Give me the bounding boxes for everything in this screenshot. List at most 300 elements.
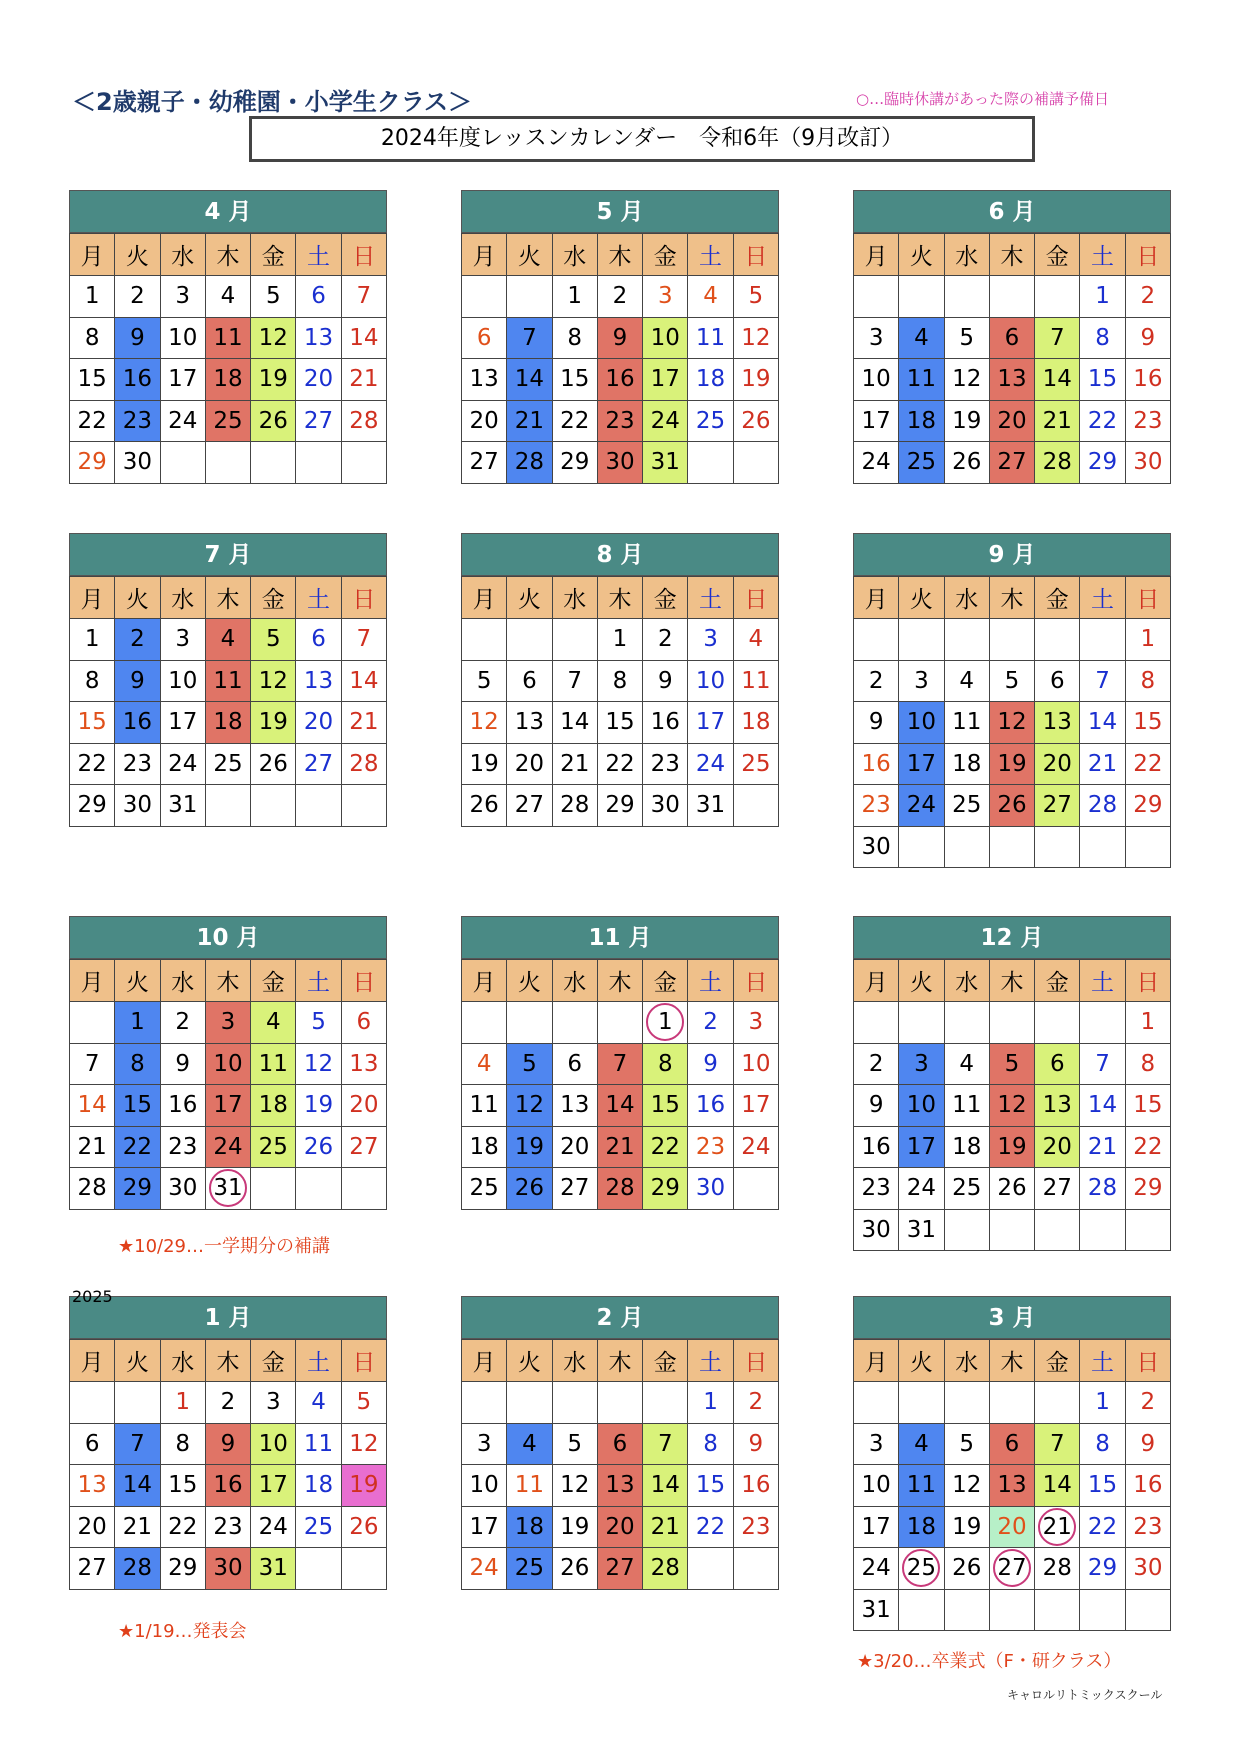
- week-row: [854, 1548, 1171, 1590]
- weekday-label: 金: [1035, 234, 1080, 276]
- day-number: 15: [695, 1472, 726, 1499]
- day-cell: [854, 1506, 899, 1548]
- weekday-label: 木: [205, 234, 250, 276]
- empty-cell: [341, 442, 386, 484]
- day-number: 11: [258, 1050, 288, 1077]
- day-cell: [552, 1423, 597, 1465]
- weekday-label: 水: [944, 234, 989, 276]
- day-cell: [854, 1168, 899, 1210]
- day-number: 17: [168, 709, 198, 736]
- day-cell: [70, 442, 115, 484]
- day-number: 12: [469, 709, 499, 736]
- day-cell: [688, 1423, 733, 1465]
- day-number: 2: [1140, 1389, 1156, 1416]
- day-number: 11: [469, 1092, 499, 1119]
- day-number: 25: [952, 1175, 982, 1202]
- day-cell: [854, 1209, 899, 1251]
- day-number: 2: [130, 283, 145, 310]
- week-row: [70, 276, 387, 318]
- day-number: 1: [1095, 1389, 1110, 1416]
- weekday-header-row: [854, 1340, 1171, 1382]
- day-number: 2: [612, 283, 628, 310]
- day-number: 28: [1087, 792, 1118, 819]
- day-number: 10: [861, 1472, 891, 1499]
- day-number: 24: [168, 407, 198, 434]
- day-number: 9: [868, 1092, 884, 1119]
- day-number: 7: [1049, 1430, 1065, 1457]
- day-cell: [854, 1589, 899, 1631]
- day-number: 8: [567, 324, 583, 351]
- day-cell: [552, 1465, 597, 1507]
- empty-cell: [944, 276, 989, 318]
- day-cell: [643, 660, 688, 702]
- day-cell: [251, 1043, 296, 1085]
- week-row: [462, 1506, 779, 1548]
- day-number: 13: [560, 1092, 590, 1119]
- day-number: 5: [522, 1050, 537, 1077]
- day-number: 23: [122, 750, 153, 777]
- day-cell: [1080, 359, 1125, 401]
- empty-cell: [944, 619, 989, 661]
- day-cell: [205, 660, 250, 702]
- week-row: [854, 442, 1171, 484]
- day-number: 23: [741, 1513, 771, 1540]
- weekday-label: 火: [115, 960, 160, 1002]
- weekday-label: 日: [341, 234, 386, 276]
- day-cell: [462, 785, 507, 827]
- day-cell: [597, 785, 642, 827]
- day-number: 23: [168, 1133, 198, 1160]
- weekday-label: 月: [462, 577, 507, 619]
- day-number: 22: [77, 750, 107, 777]
- day-cell: [296, 1382, 341, 1424]
- weekday-label: 土: [1080, 577, 1125, 619]
- day-number: 14: [1042, 1472, 1072, 1499]
- weekday-label: 土: [688, 960, 733, 1002]
- day-cell: [1080, 276, 1125, 318]
- day-cell: [1125, 317, 1170, 359]
- day-number: 13: [303, 324, 334, 351]
- week-row: [462, 1465, 779, 1507]
- day-cell: [597, 1506, 642, 1548]
- day-number: 18: [213, 366, 243, 393]
- day-cell: [688, 317, 733, 359]
- day-number: 10: [650, 324, 680, 351]
- day-cell: [597, 1126, 642, 1168]
- day-number: 30: [861, 833, 891, 860]
- weekday-label: 土: [1080, 960, 1125, 1002]
- day-number: 7: [522, 324, 537, 351]
- day-number: 29: [168, 1555, 198, 1582]
- month-title: 2 月: [461, 1296, 779, 1339]
- weekday-label: 水: [160, 960, 205, 1002]
- day-cell: [643, 276, 688, 318]
- day-number: 29: [650, 1175, 680, 1202]
- makeup-day-number: 31: [209, 1169, 247, 1207]
- day-number: 17: [695, 709, 726, 736]
- day-number: 21: [560, 750, 590, 777]
- weekday-label: 月: [854, 960, 899, 1002]
- day-cell: [341, 1043, 386, 1085]
- day-number: 30: [695, 1175, 726, 1202]
- day-number: 18: [258, 1092, 288, 1119]
- weekday-label: 日: [341, 960, 386, 1002]
- empty-cell: [115, 1382, 160, 1424]
- day-number: 10: [906, 709, 937, 736]
- weekday-label: 月: [462, 234, 507, 276]
- day-cell: [733, 317, 778, 359]
- day-number: 15: [1087, 1472, 1118, 1499]
- week-row: [462, 359, 779, 401]
- day-cell: [944, 442, 989, 484]
- day-number: 9: [703, 1050, 718, 1077]
- day-number: 17: [650, 366, 680, 393]
- day-cell: [296, 1423, 341, 1465]
- empty-cell: [341, 1168, 386, 1210]
- day-number: 14: [349, 667, 379, 694]
- empty-cell: [70, 1002, 115, 1044]
- day-number: 1: [84, 626, 100, 653]
- day-cell: [507, 1548, 552, 1590]
- day-cell: [1035, 317, 1080, 359]
- day-cell: [507, 1085, 552, 1127]
- day-number: 14: [1087, 709, 1118, 736]
- day-cell: [160, 619, 205, 661]
- day-cell: [899, 743, 944, 785]
- day-cell: [1035, 1506, 1080, 1548]
- day-number: 9: [612, 324, 628, 351]
- week-row: [70, 1043, 387, 1085]
- weekday-label: 金: [251, 577, 296, 619]
- day-number: 16: [122, 709, 153, 736]
- day-number: 7: [84, 1050, 100, 1077]
- day-number: 12: [952, 1472, 982, 1499]
- day-number: 16: [605, 366, 635, 393]
- empty-cell: [1080, 826, 1125, 868]
- empty-cell: [552, 1382, 597, 1424]
- day-cell: [160, 1465, 205, 1507]
- day-number: 8: [84, 324, 100, 351]
- day-cell: [160, 1168, 205, 1210]
- day-cell: [597, 660, 642, 702]
- day-number: 19: [469, 750, 499, 777]
- day-number: 25: [469, 1175, 499, 1202]
- day-cell: [854, 1043, 899, 1085]
- day-number: 1: [1140, 626, 1156, 653]
- empty-cell: [552, 619, 597, 661]
- day-cell: [899, 660, 944, 702]
- day-cell: [597, 359, 642, 401]
- empty-cell: [1125, 826, 1170, 868]
- day-cell: [1125, 702, 1170, 744]
- day-number: 13: [514, 709, 545, 736]
- day-number: 11: [695, 324, 726, 351]
- day-number: 25: [952, 792, 982, 819]
- empty-cell: [733, 442, 778, 484]
- day-number: 1: [175, 1389, 191, 1416]
- legend-note: ○…臨時休講があった際の補講予備日: [856, 90, 1109, 108]
- empty-cell: [507, 1002, 552, 1044]
- day-cell: [688, 400, 733, 442]
- day-number: 17: [258, 1472, 288, 1499]
- day-number: 3: [220, 1009, 236, 1036]
- day-cell: [597, 702, 642, 744]
- weekday-label: 木: [989, 960, 1034, 1002]
- day-cell: [1125, 1423, 1170, 1465]
- empty-cell: [507, 619, 552, 661]
- week-row: [854, 826, 1171, 868]
- day-cell: [115, 660, 160, 702]
- day-number: 23: [861, 1175, 891, 1202]
- day-cell: [160, 1548, 205, 1590]
- day-number: 27: [77, 1555, 107, 1582]
- day-number: 9: [868, 709, 884, 736]
- day-number: 8: [1140, 1050, 1156, 1077]
- day-number: 26: [469, 792, 499, 819]
- empty-cell: [251, 1168, 296, 1210]
- day-number: 19: [258, 709, 288, 736]
- day-number: 14: [77, 1092, 107, 1119]
- day-number: 15: [1133, 1092, 1163, 1119]
- day-number: 13: [303, 667, 334, 694]
- empty-cell: [597, 1382, 642, 1424]
- day-cell: [688, 359, 733, 401]
- day-number: 11: [514, 1472, 545, 1499]
- day-number: 4: [220, 283, 236, 310]
- empty-cell: [507, 1382, 552, 1424]
- day-cell: [1125, 743, 1170, 785]
- day-cell: [296, 1506, 341, 1548]
- day-cell: [733, 1043, 778, 1085]
- day-cell: [989, 1126, 1034, 1168]
- day-cell: [643, 1043, 688, 1085]
- day-number: 13: [997, 1472, 1027, 1499]
- month-table: [461, 1339, 779, 1590]
- day-cell: [688, 1465, 733, 1507]
- day-cell: [205, 743, 250, 785]
- day-cell: [462, 317, 507, 359]
- day-cell: [643, 1548, 688, 1590]
- week-row: [70, 785, 387, 827]
- day-cell: [597, 1465, 642, 1507]
- day-number: 12: [997, 709, 1027, 736]
- empty-cell: [251, 442, 296, 484]
- day-number: 9: [1140, 324, 1156, 351]
- day-number: 28: [349, 407, 379, 434]
- day-number: 24: [906, 792, 937, 819]
- week-row: [70, 1382, 387, 1424]
- weekday-label: 水: [552, 577, 597, 619]
- weekday-label: 金: [643, 960, 688, 1002]
- day-cell: [1080, 1126, 1125, 1168]
- day-number: 15: [77, 366, 107, 393]
- weekday-label: 水: [160, 234, 205, 276]
- day-cell: [115, 785, 160, 827]
- day-number: 27: [560, 1175, 590, 1202]
- day-cell: [552, 359, 597, 401]
- day-cell: [1080, 1382, 1125, 1424]
- day-cell: [688, 1382, 733, 1424]
- day-number: 10: [168, 324, 198, 351]
- day-number: 27: [997, 449, 1027, 476]
- empty-cell: [989, 619, 1034, 661]
- makeup-day-number: 1: [646, 1003, 684, 1041]
- day-cell: [70, 1465, 115, 1507]
- week-row: [462, 442, 779, 484]
- empty-cell: [1080, 1589, 1125, 1631]
- empty-cell: [205, 785, 250, 827]
- day-number: 30: [1133, 1555, 1163, 1582]
- day-cell: [205, 1465, 250, 1507]
- weekday-label: 木: [989, 1340, 1034, 1382]
- day-number: 9: [130, 667, 145, 694]
- day-cell: [1080, 1548, 1125, 1590]
- empty-cell: [733, 1548, 778, 1590]
- day-number: 22: [560, 407, 590, 434]
- day-number: 12: [349, 1430, 379, 1457]
- day-number: 5: [959, 324, 975, 351]
- day-cell: [70, 660, 115, 702]
- weekday-header-row: [70, 234, 387, 276]
- day-number: 24: [213, 1133, 243, 1160]
- day-cell: [1035, 743, 1080, 785]
- day-cell: [688, 702, 733, 744]
- day-number: 19: [997, 1133, 1027, 1160]
- day-cell: [989, 1548, 1034, 1590]
- day-cell: [1080, 1043, 1125, 1085]
- empty-cell: [733, 785, 778, 827]
- day-number: 8: [703, 1430, 718, 1457]
- day-number: 28: [650, 1555, 680, 1582]
- day-number: 4: [265, 1009, 281, 1036]
- day-number: 28: [605, 1175, 635, 1202]
- day-number: 14: [1087, 1092, 1118, 1119]
- day-number: 27: [514, 792, 545, 819]
- empty-cell: [462, 619, 507, 661]
- day-number: 2: [657, 626, 673, 653]
- weekday-label: 月: [70, 1340, 115, 1382]
- empty-cell: [1080, 619, 1125, 661]
- day-number: 18: [303, 1472, 334, 1499]
- day-cell: [944, 1126, 989, 1168]
- day-number: 19: [514, 1133, 545, 1160]
- day-number: 26: [952, 449, 982, 476]
- day-cell: [296, 317, 341, 359]
- empty-cell: [688, 442, 733, 484]
- day-cell: [115, 1423, 160, 1465]
- day-number: 27: [303, 750, 334, 777]
- day-number: 5: [311, 1009, 326, 1036]
- day-cell: [552, 1085, 597, 1127]
- day-cell: [1080, 660, 1125, 702]
- day-cell: [854, 785, 899, 827]
- day-cell: [899, 1465, 944, 1507]
- week-row: [462, 276, 779, 318]
- weekday-label: 日: [1125, 234, 1170, 276]
- day-number: 29: [77, 792, 107, 819]
- day-cell: [1080, 702, 1125, 744]
- day-number: 3: [703, 626, 718, 653]
- day-cell: [1035, 1168, 1080, 1210]
- empty-cell: [296, 1168, 341, 1210]
- weekday-label: 金: [1035, 1340, 1080, 1382]
- day-cell: [70, 619, 115, 661]
- day-cell: [205, 276, 250, 318]
- weekday-label: 火: [899, 577, 944, 619]
- day-cell: [1080, 743, 1125, 785]
- week-row: [462, 1548, 779, 1590]
- weekday-label: 月: [70, 577, 115, 619]
- day-number: 15: [560, 366, 590, 393]
- day-number: 17: [213, 1092, 243, 1119]
- weekday-label: 水: [944, 577, 989, 619]
- week-row: [854, 317, 1171, 359]
- day-number: 21: [514, 407, 545, 434]
- day-number: 1: [1095, 283, 1110, 310]
- month-calendar: [461, 190, 779, 484]
- weekday-label: 月: [854, 577, 899, 619]
- weekday-label: 土: [1080, 1340, 1125, 1382]
- month-title: 10 月: [69, 916, 387, 959]
- day-cell: [160, 1002, 205, 1044]
- day-cell: [643, 1465, 688, 1507]
- empty-cell: [205, 442, 250, 484]
- day-number: 11: [213, 667, 243, 694]
- day-number: 20: [997, 407, 1027, 434]
- day-cell: [251, 1465, 296, 1507]
- weekday-label: 木: [205, 577, 250, 619]
- day-number: 10: [213, 1050, 243, 1077]
- day-cell: [160, 1043, 205, 1085]
- day-cell: [462, 743, 507, 785]
- day-number: 16: [122, 366, 153, 393]
- day-cell: [597, 1168, 642, 1210]
- weekday-label: 水: [552, 960, 597, 1002]
- day-cell: [341, 1002, 386, 1044]
- day-cell: [296, 660, 341, 702]
- day-number: 26: [997, 792, 1027, 819]
- day-cell: [507, 785, 552, 827]
- day-number: 5: [356, 1389, 372, 1416]
- week-row: [70, 619, 387, 661]
- day-number: 20: [303, 709, 334, 736]
- day-cell: [251, 1002, 296, 1044]
- day-cell: [251, 359, 296, 401]
- day-cell: [643, 1085, 688, 1127]
- day-number: 10: [741, 1050, 771, 1077]
- month-calendar: [853, 190, 1171, 484]
- day-number: 24: [861, 449, 891, 476]
- day-number: 30: [213, 1555, 243, 1582]
- month-table: [461, 576, 779, 827]
- day-cell: [115, 400, 160, 442]
- day-cell: [205, 359, 250, 401]
- day-number: 31: [650, 449, 680, 476]
- empty-cell: [899, 619, 944, 661]
- day-cell: [597, 743, 642, 785]
- day-cell: [115, 619, 160, 661]
- day-number: 15: [605, 709, 635, 736]
- month-calendar: [461, 1296, 779, 1590]
- day-number: 15: [168, 1472, 198, 1499]
- month-calendar: [69, 916, 387, 1210]
- weekday-label: 金: [643, 1340, 688, 1382]
- day-number: 26: [258, 407, 288, 434]
- day-number: 8: [175, 1430, 191, 1457]
- day-number: 16: [861, 1133, 891, 1160]
- day-cell: [733, 400, 778, 442]
- week-row: [462, 619, 779, 661]
